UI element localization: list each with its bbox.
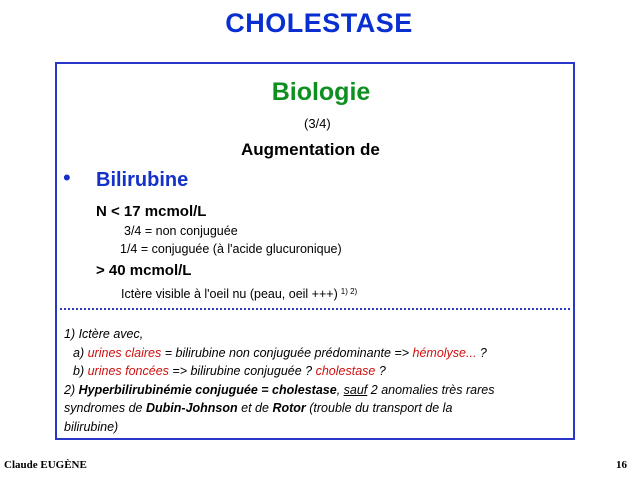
note-3 [64, 399, 569, 418]
note-3-e: (trouble du transport de la [309, 401, 453, 415]
note-2-comma: , [336, 382, 341, 397]
note-1a-end: ? [479, 345, 487, 360]
dark-urine: urines foncées [87, 364, 169, 378]
footnotes [64, 325, 569, 436]
hemolysis: hémolyse... [412, 345, 477, 360]
slide-counter: (3/4) [304, 116, 331, 131]
icterus-line [121, 287, 357, 301]
icterus-text: Ictère visible à l'oeil nu (peau, oeil +++) [121, 287, 338, 301]
note-1a-prefix: a) [73, 345, 85, 360]
slide-title: CHOLESTASE [225, 8, 413, 38]
bullet-icon: • [63, 165, 71, 190]
bilirubin-heading: Bilirubine [96, 169, 189, 191]
rotor: Rotor [272, 401, 306, 415]
note-3-c: et de [241, 401, 269, 415]
clear-urine: urines claires [87, 345, 162, 360]
icterus-refs: 1) 2) [340, 287, 358, 296]
note-2-rest: 2 anomalies très rares [370, 382, 495, 397]
dotted-divider [60, 308, 570, 310]
page-number: 16 [616, 459, 627, 471]
note-4-text: bilirubine) [64, 419, 119, 434]
increase-heading: Augmentation de [241, 140, 380, 159]
note-1a-middle: = bilirubine non conjuguée prédominante => [164, 345, 410, 360]
note-1b-middle: => bilirubine conjuguée ? [172, 364, 313, 378]
conjugated-hyperbilirubinemia: Hyperbilirubinémie conjuguée = cholestase [78, 382, 337, 397]
except-word: sauf [343, 382, 368, 397]
dubin-johnson: Dubin-Johnson [146, 401, 238, 415]
note-1b-end: ? [378, 364, 386, 378]
conjugated-ratio: 1/4 = conjuguée (à l'acide glucuronique) [120, 242, 342, 256]
note-2-prefix: 2) [64, 382, 76, 397]
footer-author: Claude EUGÈNE [4, 459, 87, 471]
note-1 [64, 325, 569, 344]
normal-value: N < 17 mcmol/L [96, 203, 207, 220]
note-4 [64, 418, 569, 437]
note-1-text: 1) Ictère avec, [64, 327, 144, 341]
section-subtitle: Biologie [271, 78, 371, 106]
note-1b [64, 362, 569, 381]
note-3-a: syndromes de [64, 401, 143, 415]
high-threshold: > 40 mcmol/L [96, 262, 192, 279]
cholestasis: cholestase [315, 364, 376, 378]
unconjugated-ratio: 3/4 = non conjuguée [124, 224, 238, 238]
note-1a [64, 344, 569, 363]
note-2 [64, 381, 569, 400]
note-1b-prefix: b) [73, 364, 85, 378]
